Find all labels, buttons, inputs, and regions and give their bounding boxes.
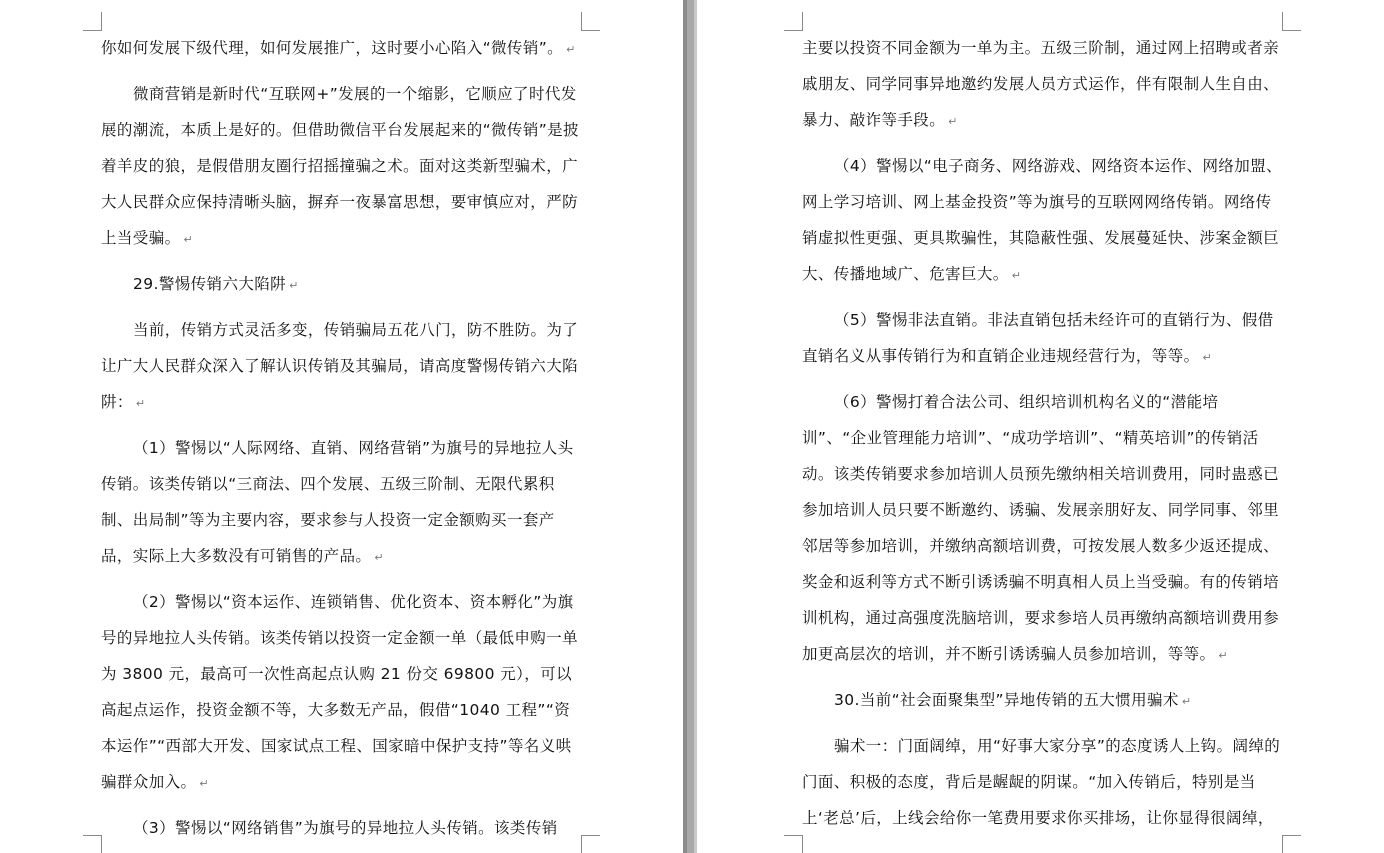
paragraph: （3）警惕以“网络销售”为旗号的异地拉人头传销。该类传销 (133, 819, 558, 837)
document-page-left[interactable] (0, 0, 683, 853)
paragraph: （2）警惕以“资本运作、连锁销售、优化资本、资本孵化”为旗号的异地拉人头传销。该类传销以投资一定金额一单（最低申购一单为 3800 元，最高可一次性高起点认购 21 份交 69800 元），可以高起点运作，投资金额不等，大多数无产品，假借“1040 工程”“资本运作”“西部大开发、国家试点工程、国家暗中保护支持”等名义哄骗群众加入。 ↵ (101, 593, 579, 791)
paragraph: 当前，传销方式灵活多变，传销骗局五花八门，防不胜防。为了让广大人民群众深入了解认识传销及其骗局，请高度警惕传销六大陷阱： ↵ (101, 321, 579, 411)
crop-mark (581, 835, 600, 853)
page-text[interactable] (101, 30, 581, 846)
paragraph: （5）警惕非法直销。非法直销包括未经许可的直销行为、假借直销名义从事传销行为和直销企业违规经营行为，等等。 ↵ (802, 311, 1274, 365)
section-heading: 30.当前“社会面聚集型”异地传销的五大惯用骗术 ↵ (834, 691, 1192, 709)
document-page-right[interactable] (697, 0, 1384, 853)
crop-mark (83, 12, 102, 31)
paragraph: （4）警惕以“电子商务、网络游戏、网络资本运作、网络加盟、网上学习培训、网上基金投资”等为旗号的互联网网络传销。网络传销虚拟性更强、更具欺骗性，其隐蔽性强、发展蔓延快、涉案金额巨大、传播地域广、危害巨大。 ↵ (802, 157, 1282, 283)
crop-mark (581, 12, 600, 31)
crop-mark (784, 12, 803, 31)
paragraph: （6）警惕打着合法公司、组织培训机构名义的“潜能培训”、“企业管理能力培训”、“成功学培训”、“精英培训”的传销活动。该类传销要求参加培训人员预先缴纳相关培训费用，同时蛊惑已参加培训人员只要不断邀约、诱骗、发展亲朋好友、同学同事、邻里邻居等参加培训，并缴纳高额培训费，可按发展人数多少返还提成、奖金和返利等方式不断引诱诱骗不明真相人员上当受骗。有的传销培训机构，通过高强度洗脑培训，要求参培人员再缴纳高额培训费用参加更高层次的培训，并不断引诱诱骗人员参加培训，等等。 ↵ (802, 393, 1280, 663)
paragraph: 主要以投资不同金额为一单为主。五级三阶制，通过网上招聘或者亲戚朋友、同学同事异地邀约发展人员方式运作，伴有限制人生自由、暴力、敲诈等手段。 ↵ (802, 39, 1280, 129)
page-gutter (683, 0, 697, 853)
crop-mark (83, 835, 102, 853)
crop-mark (784, 835, 803, 853)
crop-mark (1282, 12, 1301, 31)
paragraph: 微商营销是新时代“互联网+”发展的一个缩影，它顺应了时代发展的潮流，本质上是好的。但借助微信平台发展起来的“微传销”是披着羊皮的狼，是假借朋友圈行招摇撞骗之术。面对这类新型骗术，广大人民群众应保持清晰头脑，摒弃一夜暴富思想，要审慎应对，严防上当受骗。 ↵ (101, 85, 579, 247)
crop-mark (1282, 835, 1301, 853)
page-text[interactable] (802, 30, 1282, 836)
paragraph: （1）警惕以“人际网络、直销、网络营销”为旗号的异地拉人头传销。该类传销以“三商法、四个发展、五级三阶制、无限代累积制、出局制”等为主要内容，要求参与人投资一定金额购买一套产品，实际上大多数没有可销售的产品。 ↵ (101, 439, 574, 565)
paragraph: 你如何发展下级代理，如何发展推广，这时要小心陷入“微传销”。 ↵ (101, 39, 576, 57)
paragraph: 骗术一：门面阔绰，用“好事大家分享”的态度诱人上钩。阔绰的门面、积极的态度，背后是龌龊的阴谋。“加入传销后，特别是当上‘老总’后，上线会给你一笔费用要求你买排场，让你显得很阔绰， (802, 737, 1281, 827)
section-heading: 29.警惕传销六大陷阱 ↵ (133, 275, 299, 293)
